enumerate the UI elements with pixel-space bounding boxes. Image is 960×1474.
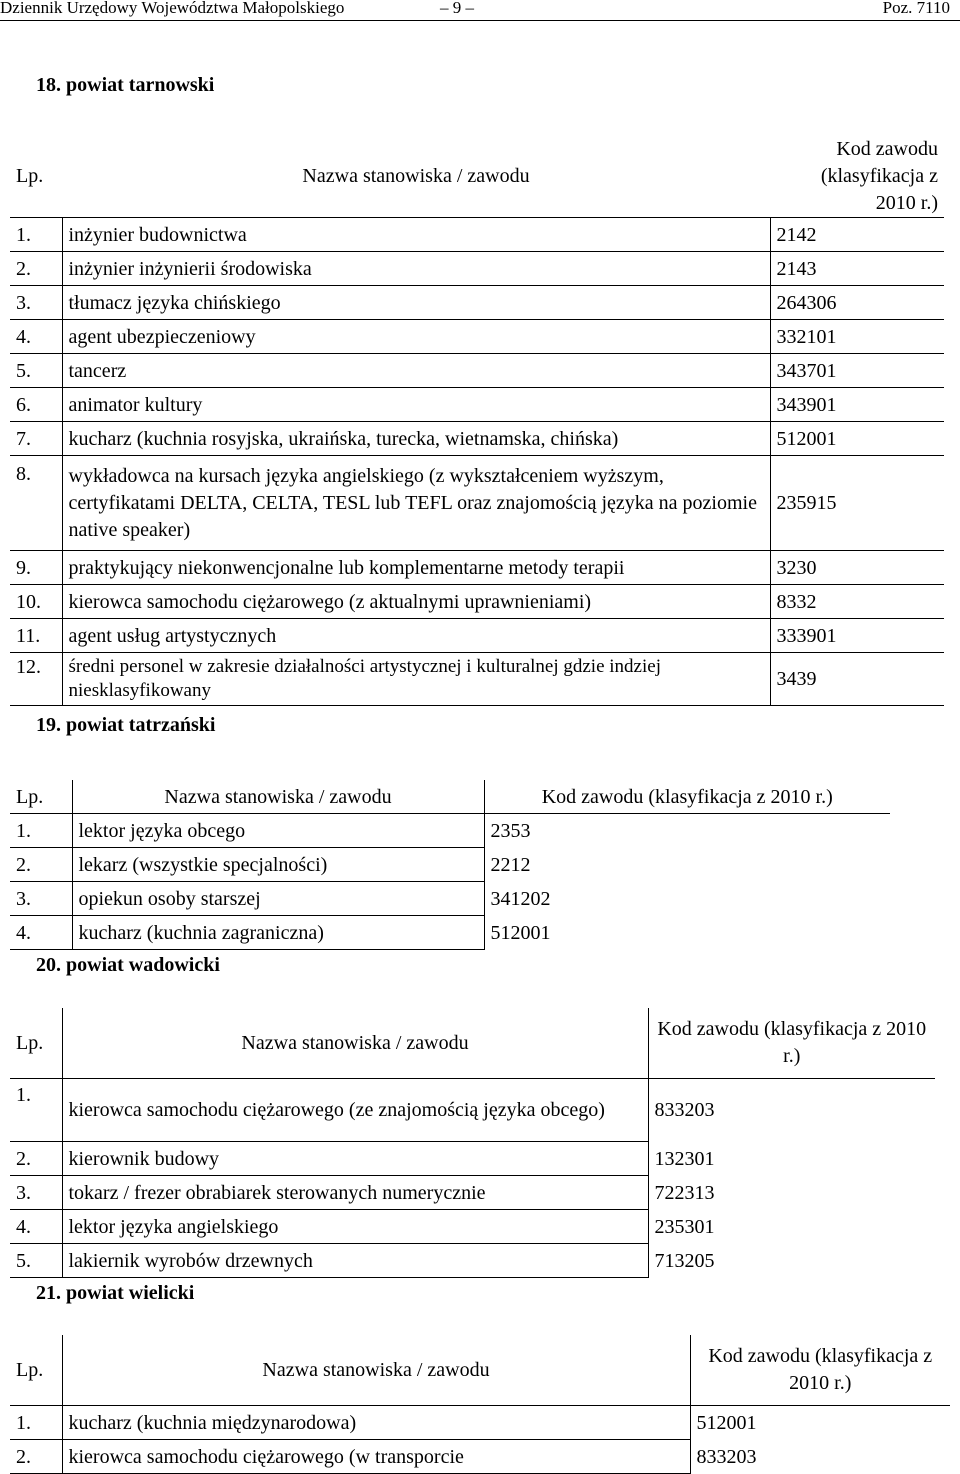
- row-name: inżynier inżynierii środowiska: [62, 252, 770, 286]
- section-title: [36, 714, 215, 737]
- page-header: [0, 0, 960, 16]
- table-header-row: [10, 1335, 950, 1406]
- header-name: Nazwa stanowiska / zawodu: [72, 780, 484, 814]
- row-code: 132301: [654, 1147, 715, 1170]
- row-name: lekarz (wszystkie specjalności): [72, 848, 484, 882]
- row-name: [62, 1079, 648, 1142]
- row-lp: 2.: [10, 1440, 62, 1474]
- row-code: 512001: [770, 422, 944, 456]
- row-lp: 5.: [10, 354, 62, 388]
- row-name: tłumacz języka chińskiego: [62, 286, 770, 320]
- row-lp: 12.: [10, 653, 62, 706]
- row-lp: 1.: [10, 218, 62, 252]
- row-lp: 1.: [10, 1406, 62, 1440]
- row-lp: 11.: [10, 619, 62, 653]
- row-code: 833203: [654, 1099, 715, 1122]
- row-lp: 1.: [10, 1079, 62, 1142]
- occupations-table: [10, 1008, 935, 1278]
- row-name: opiekun osoby starszej: [72, 882, 484, 916]
- row-lp: 3.: [10, 286, 62, 320]
- table-row: [10, 456, 944, 551]
- row-lp: 4.: [10, 1210, 62, 1244]
- row-code: 833203: [696, 1445, 757, 1468]
- row-code: 343701: [770, 354, 944, 388]
- header-lp: Lp.: [10, 780, 72, 814]
- row-code: 8332: [770, 585, 944, 619]
- row-lp: 3.: [10, 882, 72, 916]
- row-name: agent ubezpieczeniowy: [62, 320, 770, 354]
- table-row: [10, 814, 890, 848]
- table-row: [10, 848, 890, 882]
- row-lp: 9.: [10, 551, 62, 585]
- row-code: 3439: [770, 653, 944, 706]
- header-code: Kod zawodu (klasyfikacja z 2010 r.): [484, 780, 890, 814]
- table-row: [10, 422, 944, 456]
- table-row: [10, 1440, 950, 1474]
- row-code: 235301: [654, 1215, 715, 1238]
- row-name: wykładowca na kursach języka angielskiego (z wykształceniem wyższym, certyfikatami DELTA, CELTA, TESL lub TEFL oraz znajomością języka na poziomie native speaker): [62, 456, 770, 551]
- table-header-row: [10, 135, 944, 218]
- table-row: [10, 252, 944, 286]
- journal-title: Dziennik Urzędowy Województwa Małopolskiego: [0, 0, 345, 17]
- section-title-text: 19. powiat tatrzański: [36, 714, 216, 736]
- table-row: [10, 218, 944, 252]
- table-header-row: [10, 1008, 935, 1079]
- table-row: [10, 1406, 950, 1440]
- row-lp: 5.: [10, 1244, 62, 1278]
- header-name: Nazwa stanowiska / zawodu: [62, 1335, 690, 1406]
- row-name: praktykujący niekonwencjonalne lub komplementarne metody terapii: [62, 551, 770, 585]
- header-divider: [0, 20, 960, 21]
- row-name: lakiernik wyrobów drzewnych: [62, 1244, 648, 1278]
- row-code: 512001: [696, 1411, 757, 1434]
- row-code: 2143: [770, 252, 944, 286]
- page-number: – 9 –: [440, 0, 474, 17]
- row-lp: 6.: [10, 388, 62, 422]
- row-lp: 7.: [10, 422, 62, 456]
- occupations-table: [10, 780, 890, 950]
- row-name: kierowca samochodu ciężarowego (w transporcie: [62, 1440, 690, 1474]
- table-row: [10, 882, 890, 916]
- section-title-text: 20. powiat wadowicki: [36, 954, 220, 976]
- table-row: [10, 1210, 935, 1244]
- row-name: tancerz: [62, 354, 770, 388]
- row-name: średni personel w zakresie działalności artystycznej i kulturalnej gdzie indziej niesklasyfikowany: [62, 653, 770, 706]
- position-number: Poz. 7110: [882, 0, 950, 17]
- section-title-text: 21. powiat wielicki: [36, 1282, 195, 1304]
- header-code: Kod zawodu (klasyfikacja z 2010 r.): [770, 135, 944, 218]
- occupations-table: [10, 135, 944, 706]
- table-row: [10, 916, 890, 950]
- table-row: [10, 1176, 935, 1210]
- row-name: kucharz (kuchnia międzynarodowa): [62, 1406, 690, 1440]
- table-row: [10, 619, 944, 653]
- header-lp: Lp.: [10, 1335, 62, 1406]
- row-lp: 2.: [10, 1142, 62, 1176]
- occupations-table: [10, 1335, 950, 1474]
- row-lp: 10.: [10, 585, 62, 619]
- row-code: 332101: [770, 320, 944, 354]
- row-code: 341202: [490, 887, 551, 910]
- row-code: 512001: [490, 921, 551, 944]
- row-code: 2212: [490, 853, 531, 876]
- table-row: [10, 1244, 935, 1278]
- row-name: kierowca samochodu ciężarowego (z aktualnymi uprawnieniami): [62, 585, 770, 619]
- row-lp: 2.: [10, 848, 72, 882]
- row-code: 235915: [770, 456, 944, 551]
- row-name: animator kultury: [62, 388, 770, 422]
- table-row: [10, 388, 944, 422]
- header-name: Nazwa stanowiska / zawodu: [62, 135, 770, 218]
- row-name: kucharz (kuchnia zagraniczna): [72, 916, 484, 950]
- row-name: inżynier budownictwa: [62, 218, 770, 252]
- row-lp: 8.: [10, 456, 62, 551]
- row-lp: 4.: [10, 320, 62, 354]
- table-row: [10, 585, 944, 619]
- row-code: 264306: [770, 286, 944, 320]
- row-code: 333901: [770, 619, 944, 653]
- table-row: [10, 286, 944, 320]
- table-row: [10, 653, 944, 706]
- section-title-text: 18. powiat tarnowski: [36, 74, 215, 96]
- section-title: [36, 74, 214, 97]
- table-row: [10, 354, 944, 388]
- row-name: kucharz (kuchnia rosyjska, ukraińska, turecka, wietnamska, chińska): [62, 422, 770, 456]
- row-name: kierownik budowy: [62, 1142, 648, 1176]
- row-code: 3230: [770, 551, 944, 585]
- table-header-row: [10, 780, 890, 814]
- header-code: Kod zawodu (klasyfikacja z 2010 r.): [648, 1008, 935, 1079]
- table-row: [10, 551, 944, 585]
- section-title: [36, 954, 220, 977]
- row-name-text: kierowca samochodu ciężarowego (ze znajomością języka obcego): [68, 1099, 605, 1121]
- header-lp: Lp.: [10, 1008, 62, 1079]
- row-name: lektor języka angielskiego: [62, 1210, 648, 1244]
- row-lp: 4.: [10, 916, 72, 950]
- row-code: 722313: [654, 1181, 715, 1204]
- row-name: tokarz / frezer obrabiarek sterowanych numerycznie: [62, 1176, 648, 1210]
- row-lp: 2.: [10, 252, 62, 286]
- row-code: 343901: [770, 388, 944, 422]
- row-name: lektor języka obcego: [72, 814, 484, 848]
- table-row: [10, 320, 944, 354]
- row-name: agent usług artystycznych: [62, 619, 770, 653]
- header-lp: Lp.: [16, 165, 44, 187]
- row-lp: 3.: [10, 1176, 62, 1210]
- row-lp: 1.: [10, 814, 72, 848]
- header-code: Kod zawodu (klasyfikacja z 2010 r.): [690, 1335, 950, 1406]
- row-code: 713205: [654, 1249, 715, 1272]
- section-title: [36, 1282, 194, 1305]
- row-code: 2142: [770, 218, 944, 252]
- table-row: [10, 1142, 935, 1176]
- header-name: Nazwa stanowiska / zawodu: [62, 1008, 648, 1079]
- row-code: 2353: [490, 819, 531, 842]
- table-row: [10, 1079, 935, 1142]
